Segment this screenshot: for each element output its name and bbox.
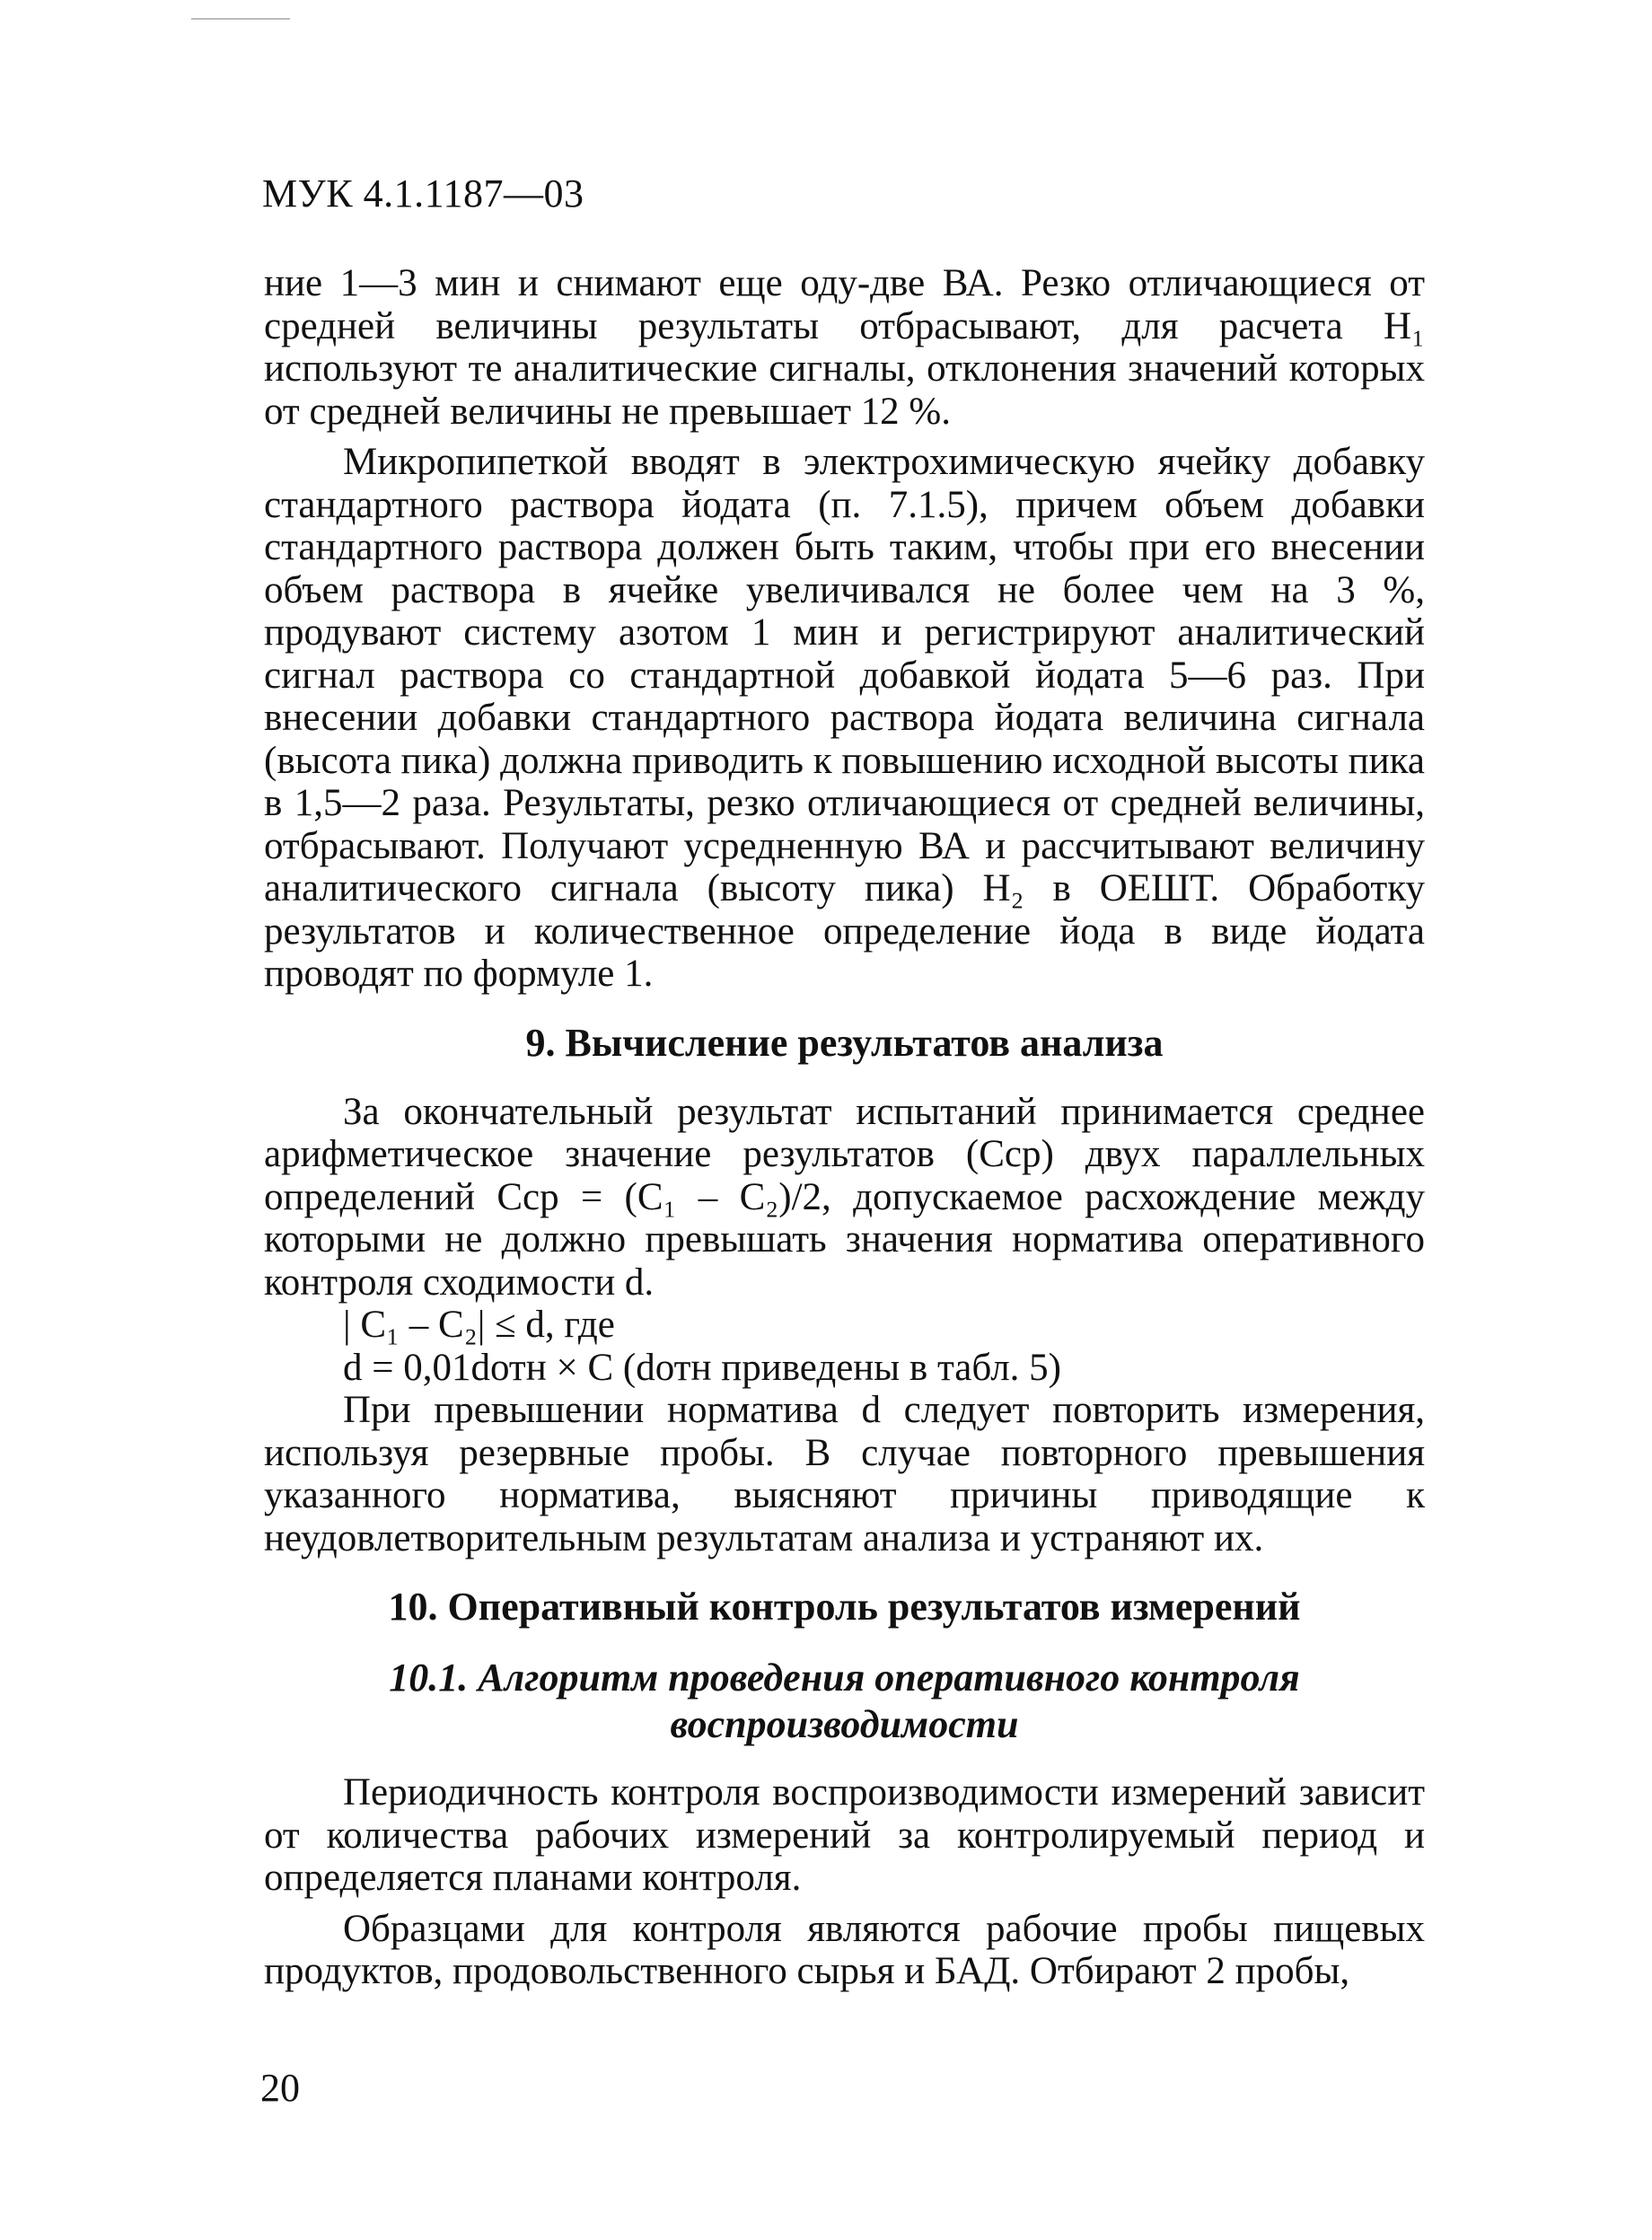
section-10-heading: 10. Оперативный контроль результатов измерений <box>388 1585 1301 1629</box>
formula-d: d = 0,01dотн × C (dотн приведены в табл. 5) <box>343 1346 1061 1389</box>
paragraph-exceeding-norm: При превышении норматива d следует повторить измерения, используя резервные пробы. В случае повторного превышения указанного норматива, выясняют причины приводящие к неудовлетворительным результатам анализа и устраняют их. <box>264 1389 1425 1559</box>
page-number: 20 <box>260 2066 300 2110</box>
paragraph-periodicity: Периодичность контроля воспроизводимости измерений зависит от количества рабочих измерений за контролируемый период и определяется планами контроля. <box>264 1771 1425 1899</box>
document-code: МУК 4.1.1187—03 <box>262 171 584 215</box>
page-content <box>264 262 1425 1993</box>
paragraph-final-result: За окончательный результат испытаний принимается среднее арифметическое значение результатов (Cср) двух параллельных определений Cср = (C₁ – C₂)/2, допускаемое расхождение между которыми не должно превышать значения норматива оперативного контроля сходимости d. <box>264 1090 1425 1304</box>
section-9-heading: 9. Вычисление результатов анализа <box>525 1020 1164 1065</box>
scan-artifact-line <box>191 18 290 20</box>
section-10-1-heading: 10.1. Алгоритм проведения оперативного контроля воспроизводимости <box>389 1656 1300 1746</box>
formula-convergence: | C₁ – C₂| ≤ d, где <box>343 1304 615 1346</box>
paragraph-continuation: ние 1—3 мин и снимают еще оду-две ВА. Резко отличающиеся от средней величины результаты отбрасывают, для расчета H₁ используют те аналитические сигналы, отклонения значений которых от средней величины не превышает 12 %. <box>264 262 1425 433</box>
paragraph-control-samples: Образцами для контроля являются рабочие пробы пищевых продуктов, продовольственного сырья и БАД. Отбирают 2 пробы, <box>264 1907 1425 1992</box>
paragraph-micropipette: Микропипеткой вводят в электрохимическую ячейку добавку стандартного раствора йодата (п. 7.1.5), причем объем добавки стандартного раствора должен быть таким, чтобы при его внесении объем раствора в ячейке увеличивался не более чем на 3 %, продувают систему азотом 1 мин и регистрируют аналитический сигнал раствора со стандартной добавкой йодата 5—6 раз. При внесении добавки стандартного раствора йодата величина сигнала (высота пика) должна приводить к повышению исходной высоты пика в 1,5—2 раза. Результаты, резко отличающиеся от средней величины, отбрасывают. Получают усредненную ВА и рассчитывают величину аналитического сигнала (высоту пика) H₂ в ОЕШТ. Обработку результатов и количественное определение йода в виде йодата проводят по формуле 1. <box>264 441 1426 995</box>
